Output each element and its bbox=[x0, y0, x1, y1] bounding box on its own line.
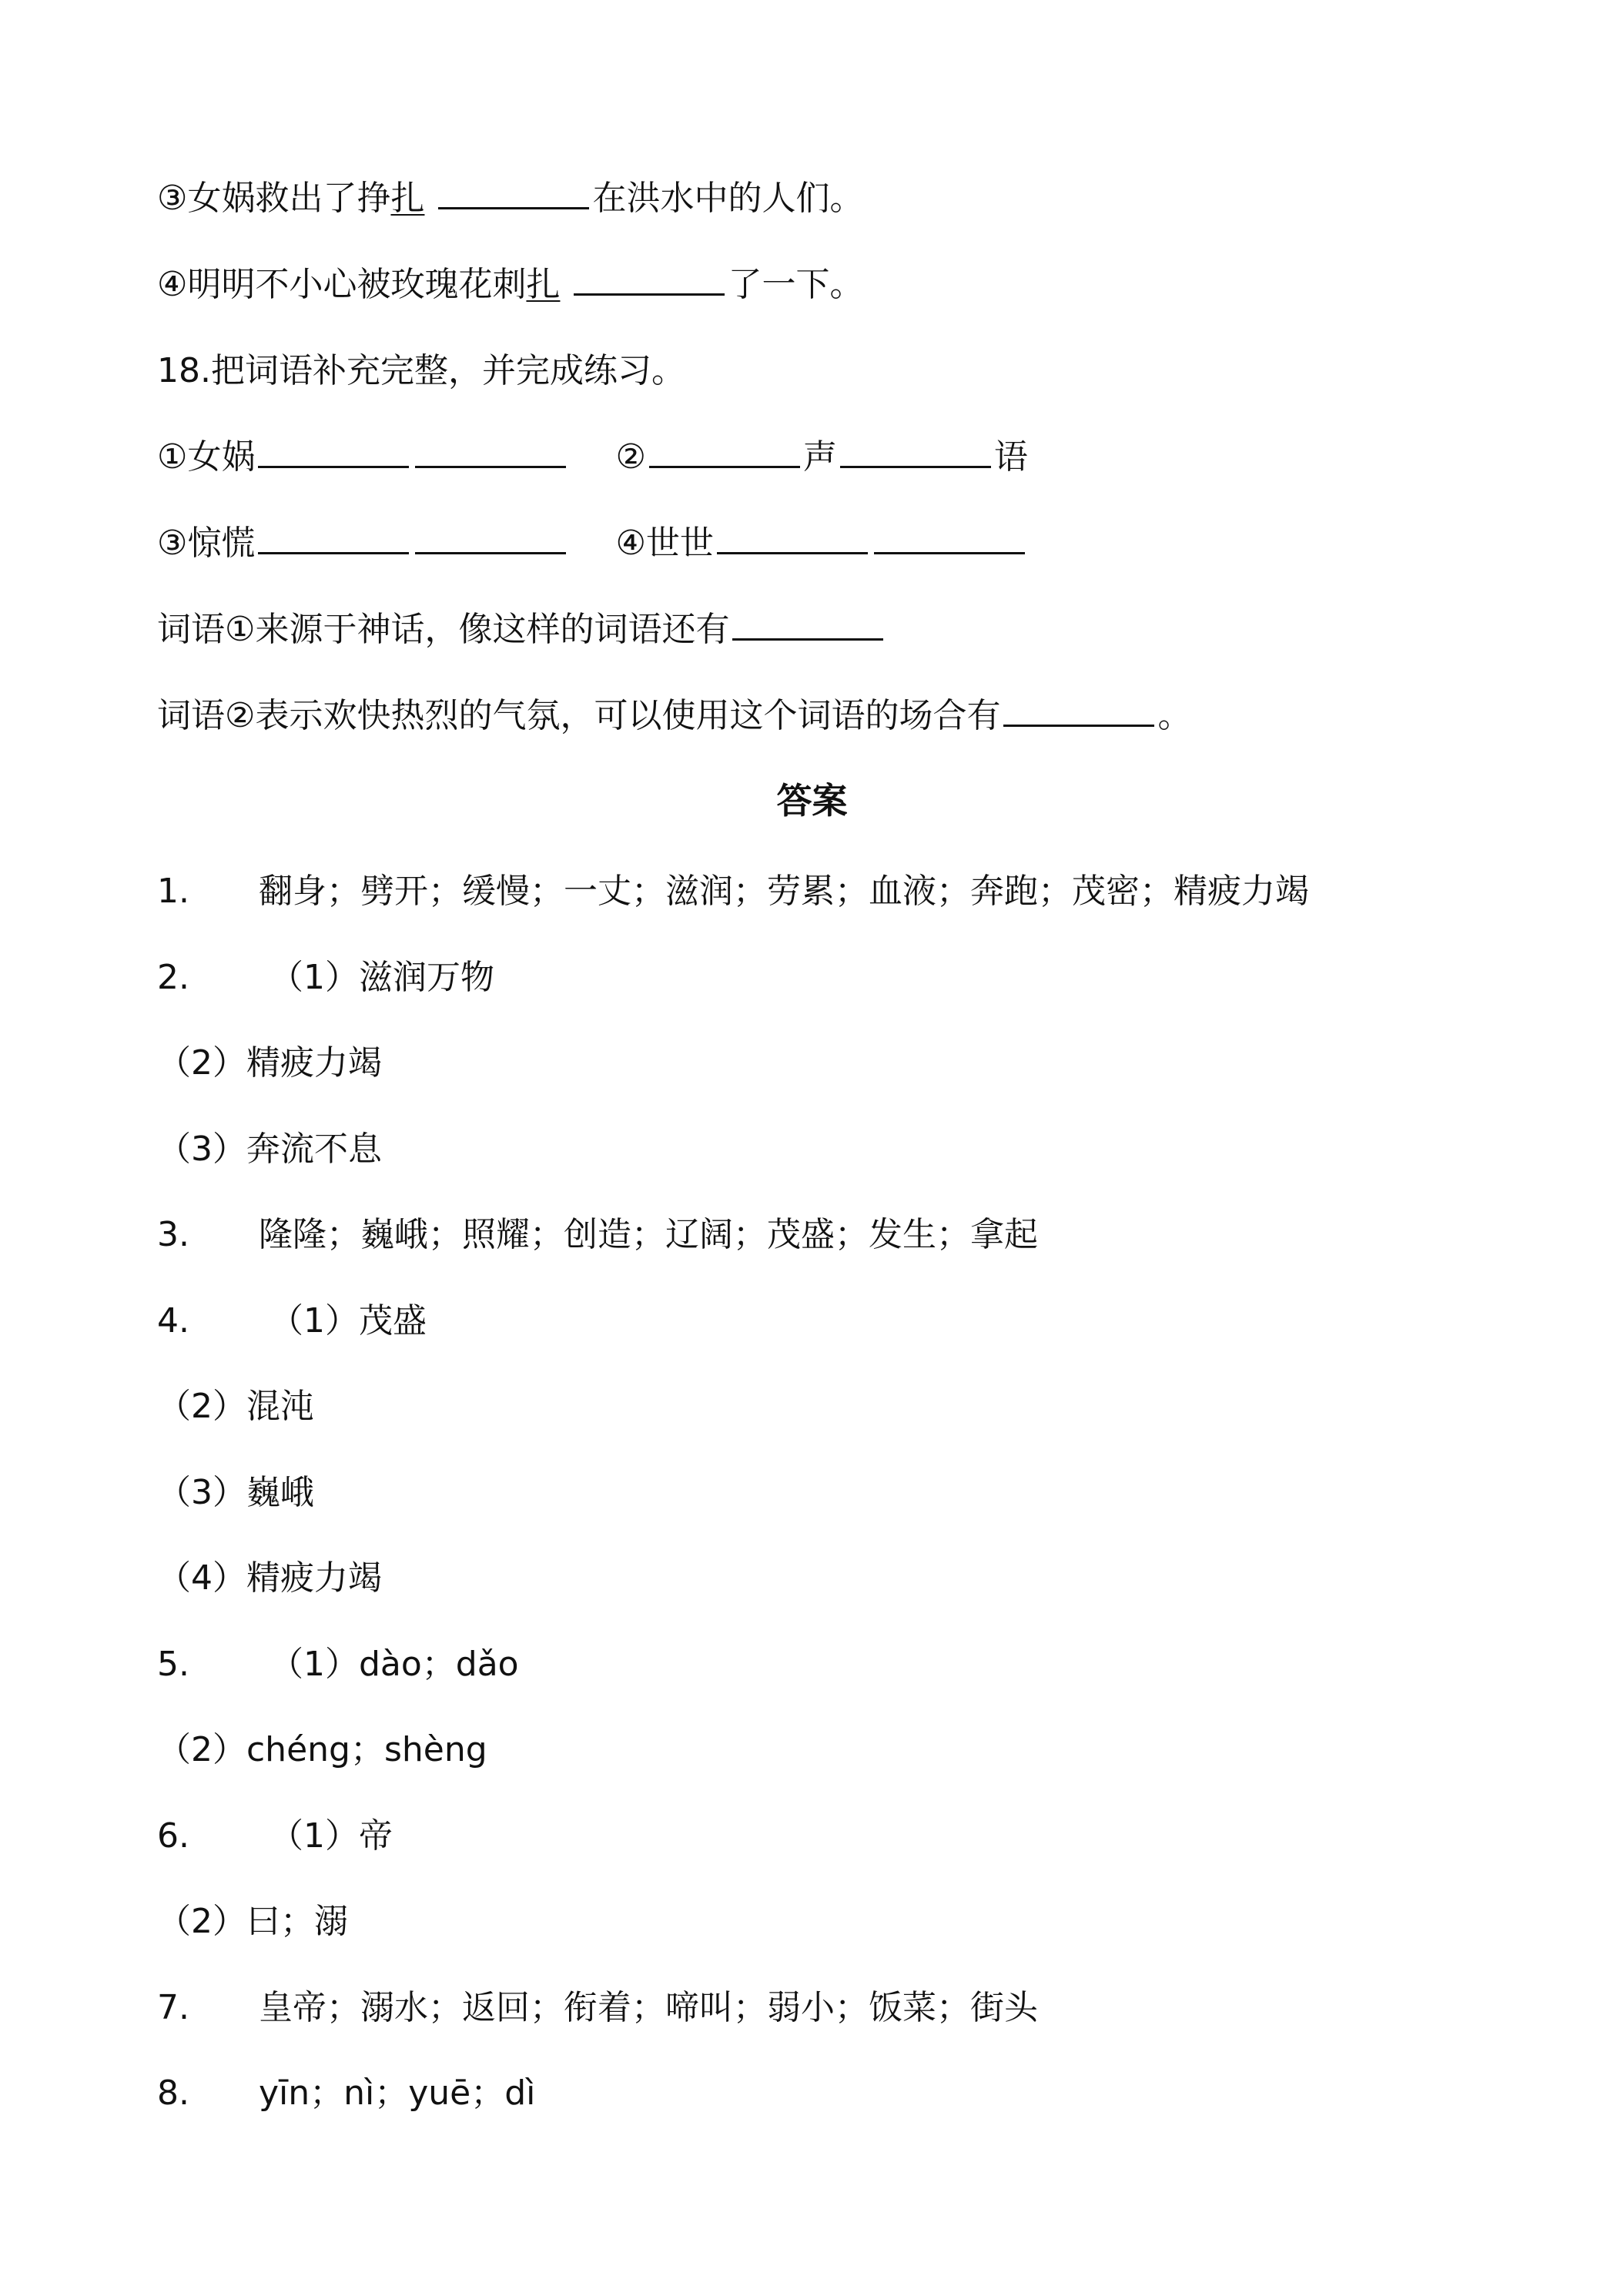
q17-item-4-prefix: ④明明不小心被玫瑰花刺 bbox=[157, 265, 527, 304]
q18-row-1 bbox=[157, 434, 1028, 480]
q18-line-a-text: 词语①来源于神话，像这样的词语还有 bbox=[157, 610, 730, 649]
answer-text: （1）dào；dǎo bbox=[259, 1645, 519, 1684]
answer-number: 8. bbox=[157, 2073, 189, 2113]
q17-item-4 bbox=[157, 262, 863, 308]
answer-row bbox=[157, 1384, 314, 1430]
q18-word-2-end: 语 bbox=[993, 437, 1028, 477]
q18-word-4-blank-1[interactable] bbox=[717, 521, 868, 554]
q18-word-1-blank-1[interactable] bbox=[258, 435, 409, 468]
q18-word-2-blank-2[interactable] bbox=[840, 435, 991, 468]
q17-item-3-blank[interactable] bbox=[438, 176, 589, 209]
answer-number: 7. bbox=[157, 1988, 189, 2027]
answer-text: （3）奔流不息 bbox=[157, 1130, 382, 1169]
answers-heading: 答案 bbox=[776, 780, 848, 822]
answer-text: （1）滋润万物 bbox=[259, 958, 494, 997]
answer-row bbox=[157, 1727, 487, 1773]
q18-line-a bbox=[157, 607, 886, 653]
answer-number: 2. bbox=[157, 958, 189, 997]
answer-row bbox=[157, 955, 494, 1001]
answer-text: yīn；nì；yuē；dì bbox=[259, 2073, 536, 2113]
answer-row bbox=[157, 1470, 314, 1516]
answer-number: 1. bbox=[157, 872, 189, 911]
answer-number: 3. bbox=[157, 1215, 189, 1254]
q18-word-3-prefix: ③惊慌 bbox=[157, 524, 256, 563]
answer-row bbox=[157, 869, 1309, 915]
answer-text: （1）茂盛 bbox=[259, 1301, 427, 1340]
q18-title: 18.把词语补充完整，并完成练习。 bbox=[157, 351, 685, 390]
answer-row bbox=[157, 2070, 535, 2117]
q18-word-4-prefix: ④世世 bbox=[615, 524, 714, 563]
q18-line-b-text: 词语②表示欢快热烈的气氛，可以使用这个词语的场合有 bbox=[157, 696, 1001, 735]
q18-line-b bbox=[157, 693, 1191, 739]
answer-text: 翻身；劈开；缓慢；一丈；滋润；劳累；血液；奔跑；茂密；精疲力竭 bbox=[259, 872, 1309, 911]
answer-text: （2）曰；溺 bbox=[157, 1902, 348, 1941]
answer-text: （4）精疲力竭 bbox=[157, 1558, 382, 1598]
q18-line-b-blank[interactable] bbox=[1003, 694, 1154, 727]
q18-word-2-blank-1[interactable] bbox=[649, 435, 800, 468]
answer-row bbox=[157, 1642, 519, 1688]
q18-line-b-end: 。 bbox=[1157, 696, 1192, 735]
q18-word-4-blank-2[interactable] bbox=[874, 521, 1025, 554]
q17-item-3 bbox=[157, 176, 863, 222]
answer-text: （2）chéng；shèng bbox=[157, 1730, 487, 1769]
answer-number: 6. bbox=[157, 1816, 189, 1856]
answer-text: （1）帝 bbox=[259, 1816, 393, 1856]
answer-text: 皇帝；溺水；返回；衔着；啼叫；弱小；饭菜；街头 bbox=[259, 1988, 1038, 2027]
answer-row bbox=[157, 1298, 427, 1344]
q18-row-2 bbox=[157, 520, 1028, 567]
q17-item-4-underlined-char: 扎 bbox=[526, 265, 561, 304]
q18-word-2-mid: 声 bbox=[802, 437, 837, 477]
answer-row bbox=[157, 1985, 1038, 2031]
answer-row bbox=[157, 1212, 1038, 1258]
q17-item-3-suffix: 在洪水中的人们。 bbox=[592, 179, 864, 218]
answer-text: （3）巍峨 bbox=[157, 1473, 314, 1512]
answer-text: （2）混沌 bbox=[157, 1387, 314, 1426]
q18-word-3-blank-1[interactable] bbox=[258, 521, 409, 554]
answer-row bbox=[157, 1126, 382, 1173]
answer-row bbox=[157, 1040, 382, 1086]
q18-word-1-prefix: ①女娲 bbox=[157, 437, 256, 477]
q17-item-3-prefix: ③女娲救出了挣 bbox=[157, 179, 391, 218]
q18-line-a-blank[interactable] bbox=[732, 607, 883, 641]
answer-row bbox=[157, 1555, 382, 1602]
answer-number: 4. bbox=[157, 1301, 189, 1340]
q17-item-3-underlined-char: 扎 bbox=[390, 179, 425, 218]
q18-word-2-prefix: ② bbox=[615, 437, 646, 477]
q17-item-4-suffix: 了一下。 bbox=[728, 265, 864, 304]
answer-text: （2）精疲力竭 bbox=[157, 1043, 382, 1083]
answer-row bbox=[157, 1899, 348, 1945]
q18-word-1-blank-2[interactable] bbox=[415, 435, 566, 468]
q17-item-4-blank[interactable] bbox=[574, 263, 725, 296]
answer-text: 隆隆；巍峨；照耀；创造；辽阔；茂盛；发生；拿起 bbox=[259, 1215, 1038, 1254]
answer-row bbox=[157, 1813, 393, 1859]
answer-number: 5. bbox=[157, 1645, 189, 1684]
q18-word-3-blank-2[interactable] bbox=[415, 521, 566, 554]
